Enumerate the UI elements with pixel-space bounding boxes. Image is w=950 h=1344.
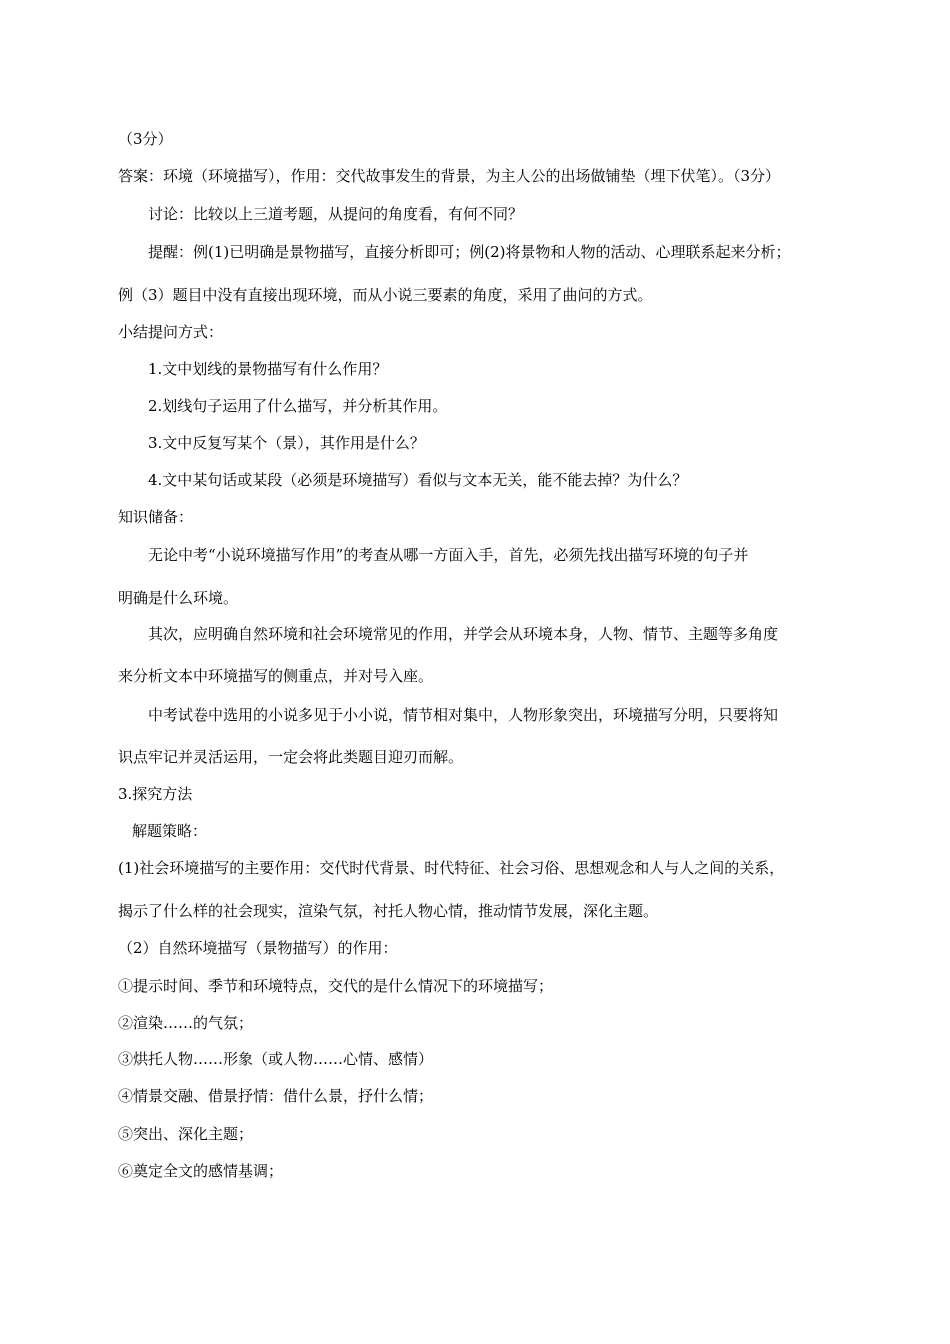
- knowledge-para-3-line-2: 识点牢记并灵活运用，一定会将此类题目迎刃而解。: [118, 748, 464, 766]
- section-heading-method: 3.探究方法: [118, 785, 193, 803]
- summary-item-1: 1.文中划线的景物描写有什么作用？: [148, 360, 388, 378]
- natural-env-item-6: ⑥奠定全文的感情基调；: [118, 1162, 284, 1180]
- strategy-heading: 解题策略：: [132, 822, 208, 840]
- natural-env-item-3: ③烘托人物……形象（或人物……心情、感情）: [118, 1050, 434, 1068]
- summary-item-3: 3.文中反复写某个（景），其作用是什么？: [148, 434, 425, 452]
- summary-heading: 小结提问方式：: [118, 323, 224, 341]
- natural-env-heading: （2）自然环境描写（景物描写）的作用：: [118, 939, 398, 957]
- knowledge-heading: 知识储备：: [118, 508, 194, 526]
- knowledge-para-2-line-1: 其次，应明确自然环境和社会环境常见的作用，并学会从环境本身，人物、情节、主题等多角度: [148, 625, 779, 643]
- natural-env-item-1: ①提示时间、季节和环境特点，交代的是什么情况下的环境描写；: [118, 977, 554, 995]
- reminder-line-2: 例（3）题目中没有直接出现环境，而从小说三要素的角度，采用了曲问的方式。: [118, 286, 653, 304]
- summary-item-4: 4.文中某句话或某段（必须是环境描写）看似与文本无关，能不能去掉？为什么？: [148, 471, 688, 489]
- summary-item-2: 2.划线句子运用了什么描写，并分析其作用。: [148, 397, 448, 415]
- natural-env-item-5: ⑤突出、深化主题；: [118, 1125, 254, 1143]
- social-env-line-1: (1)社会环境描写的主要作用：交代时代背景、时代特征、社会习俗、思想观念和人与人之间的关系，: [118, 859, 785, 877]
- natural-env-item-4: ④情景交融、借景抒情：借什么景，抒什么情；: [118, 1087, 434, 1105]
- answer-line: 答案：环境（环境描写），作用：交代故事发生的背景，为主人公的出场做铺垫（埋下伏笔）。（3分）: [118, 167, 781, 185]
- natural-env-item-2: ②渲染……的气氛；: [118, 1014, 254, 1032]
- social-env-line-2: 揭示了什么样的社会现实，渲染气氛，衬托人物心情，推动情节发展，深化主题。: [118, 902, 659, 920]
- score-note: （3分）: [118, 130, 173, 148]
- knowledge-para-3-line-1: 中考试卷中选用的小说多见于小小说，情节相对集中，人物形象突出，环境描写分明，只要将知: [148, 706, 779, 724]
- discussion-line: 讨论：比较以上三道考题，从提问的角度看，有何不同？: [148, 205, 524, 223]
- knowledge-para-2-line-2: 来分析文本中环境描写的侧重点，并对号入座。: [118, 667, 434, 685]
- knowledge-para-1-line-1: 无论中考“小说环境描写作用”的考查从哪一方面入手，首先，必须先找出描写环境的句子并: [148, 546, 749, 564]
- knowledge-para-1-line-2: 明确是什么环境。: [118, 589, 239, 607]
- reminder-line-1: 提醒：例(1)已明确是景物描写，直接分析即可；例(2)将景物和人物的活动、心理联系起来分析；: [148, 243, 791, 261]
